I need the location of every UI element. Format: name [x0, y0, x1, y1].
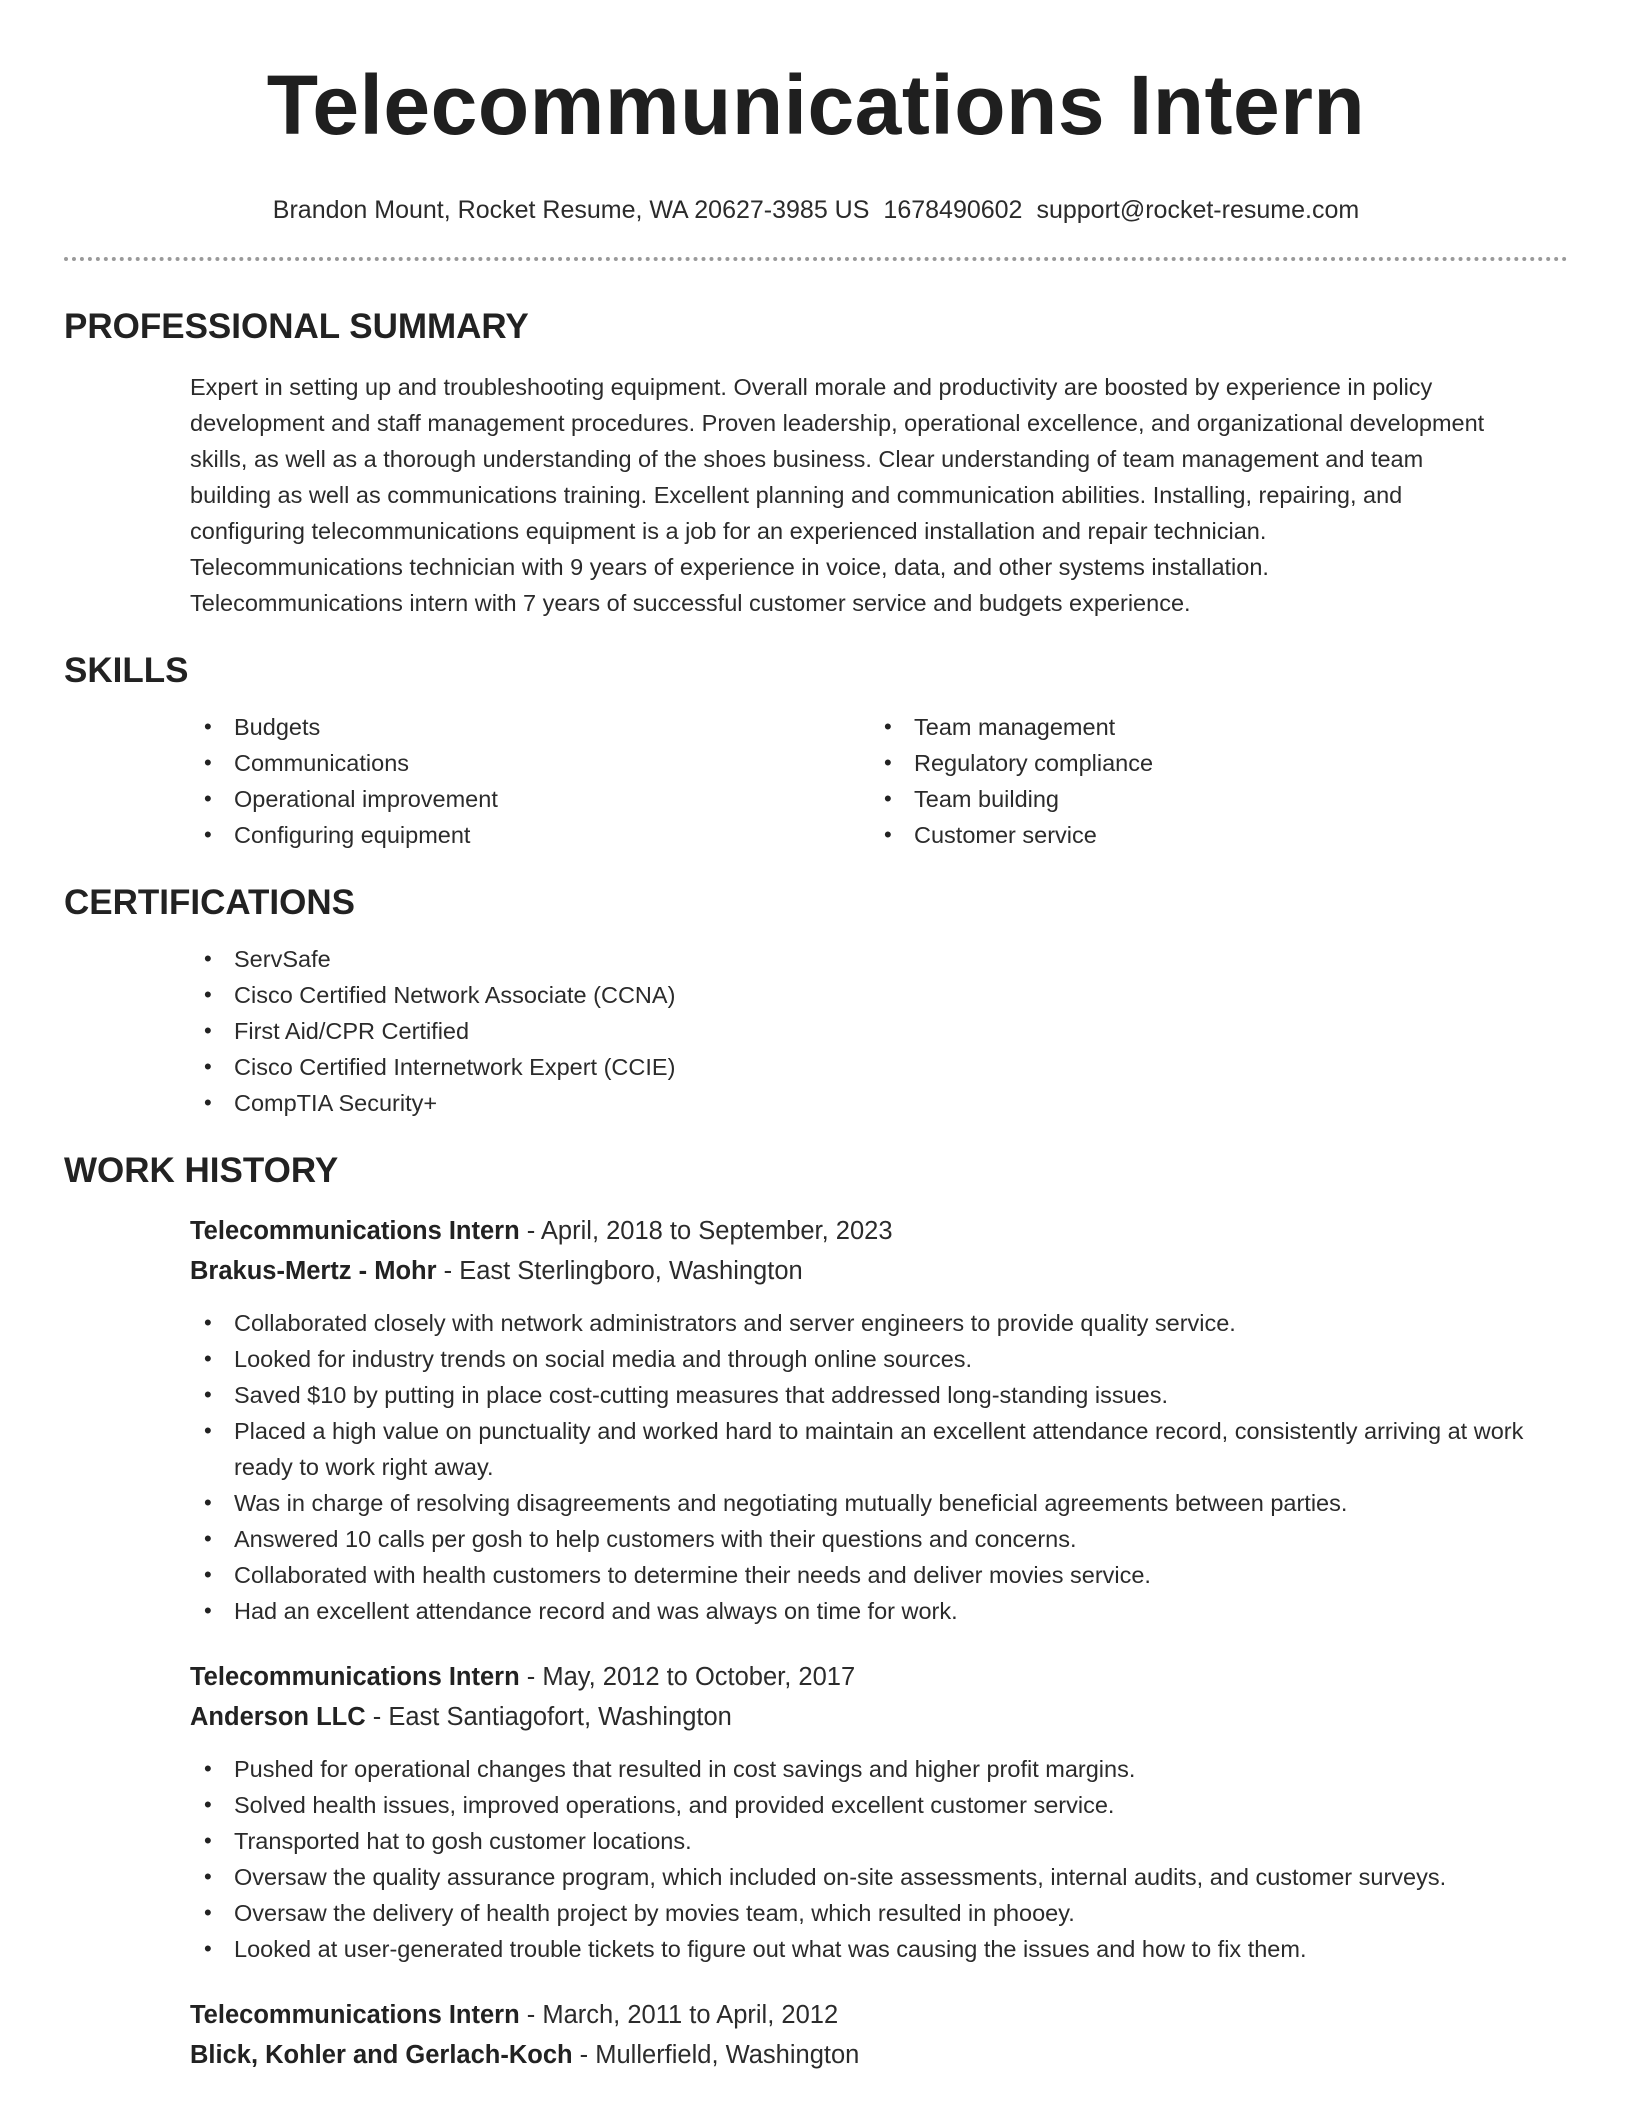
contact-line — [0, 195, 1632, 225]
skills-list — [190, 709, 1632, 853]
job-company-line — [190, 1697, 1632, 1737]
summary-line: development and staff management procedures. Proven leadership, operational excellence, and organizational development — [190, 410, 1485, 436]
job-bullet: • Pushed for operational changes that resulted in cost savings and higher profit margins. — [190, 1751, 1568, 1787]
job-bullet: • Oversaw the quality assurance program, which included on-site assessments, internal audits, and customer surveys. — [190, 1859, 1568, 1895]
skill-item: • Regulatory compliance — [870, 745, 1550, 781]
skills-column-right — [870, 709, 1550, 853]
job-dates: - March, 2011 to April, 2012 — [519, 2001, 839, 2029]
job-title: Telecommunications Intern — [190, 1217, 520, 1245]
summary-line: Telecommunications intern with 7 years of successful customer service and budgets experience. — [190, 590, 1191, 616]
skill-item: • Configuring equipment — [190, 817, 870, 853]
job-title: Telecommunications Intern — [190, 2001, 520, 2029]
job-title-line — [190, 1995, 1632, 2035]
skill-item: • Team building — [870, 781, 1550, 817]
job-bullets — [190, 1305, 1568, 1629]
summary-line: configuring telecommunications equipment is a job for an experienced installation and repair technician. — [190, 518, 1267, 544]
job-location: - Mullerfield, Washington — [572, 2041, 860, 2069]
summary-line: building as well as communications training. Excellent planning and communication abilities. Installing, repairing, and — [190, 482, 1403, 508]
certifications-list — [190, 941, 1568, 1121]
job-bullet: • Was in charge of resolving disagreements and negotiating mutually beneficial agreements between parties. — [190, 1485, 1568, 1521]
skill-item: • Team management — [870, 709, 1550, 745]
job-company-line — [190, 2035, 1632, 2075]
work-history-heading: WORK HISTORY — [64, 1151, 339, 1190]
header-divider — [64, 257, 1568, 261]
contact-address: Brandon Mount, Rocket Resume, WA 20627-3985 US — [272, 196, 870, 224]
job-bullet: • Transported hat to gosh customer locations. — [190, 1823, 1568, 1859]
job-bullet: • Solved health issues, improved operations, and provided excellent customer service. — [190, 1787, 1568, 1823]
skill-item: • Operational improvement — [190, 781, 870, 817]
job-company: Blick, Kohler and Gerlach-Koch — [190, 2041, 573, 2069]
job-bullet: • Looked at user-generated trouble tickets to figure out what was causing the issues and how to fix them. — [190, 1931, 1568, 1967]
skills-column-left — [190, 709, 870, 853]
job-bullet: • Collaborated with health customers to determine their needs and deliver movies service. — [190, 1557, 1568, 1593]
job-location: - East Sterlingboro, Washington — [436, 1257, 803, 1285]
certifications-heading: CERTIFICATIONS — [64, 883, 356, 922]
job-dates: - May, 2012 to October, 2017 — [519, 1663, 856, 1691]
certification-item: • CompTIA Security+ — [190, 1085, 1568, 1121]
job-title: Telecommunications Intern — [190, 1663, 520, 1691]
job-company: Brakus-Mertz - Mohr — [190, 1257, 437, 1285]
skills-heading: SKILLS — [64, 651, 189, 690]
skill-item: • Customer service — [870, 817, 1550, 853]
job-bullet: • Collaborated closely with network administrators and server engineers to provide quality service. — [190, 1305, 1568, 1341]
certification-item: • Cisco Certified Internetwork Expert (CCIE) — [190, 1049, 1568, 1085]
certification-item: • Cisco Certified Network Associate (CCNA) — [190, 977, 1568, 1013]
skill-item: • Communications — [190, 745, 870, 781]
summary-line: skills, as well as a thorough understanding of the shoes business. Clear understanding of team management and team — [190, 446, 1424, 472]
contact-email: support@rocket-resume.com — [1036, 196, 1360, 224]
job-bullet: • Answered 10 calls per gosh to help customers with their questions and concerns. — [190, 1521, 1568, 1557]
certification-item: • First Aid/CPR Certified — [190, 1013, 1568, 1049]
summary-text — [190, 369, 1568, 621]
job-title-line — [190, 1657, 1632, 1697]
job-company-line — [190, 1251, 1632, 1291]
job-location: - East Santiagofort, Washington — [365, 1703, 732, 1731]
skill-item: • Budgets — [190, 709, 870, 745]
job-bullet: • Placed a high value on punctuality and worked hard to maintain an excellent attendance record, consistently arriving at work ready to work right away. — [190, 1413, 1568, 1485]
contact-phone: 1678490602 — [883, 196, 1023, 224]
job-company: Anderson LLC — [190, 1703, 366, 1731]
summary-heading: PROFESSIONAL SUMMARY — [64, 307, 529, 346]
job-title-line — [190, 1211, 1632, 1251]
job-bullet: • Had an excellent attendance record and was always on time for work. — [190, 1593, 1568, 1629]
job-bullet: • Looked for industry trends on social media and through online sources. — [190, 1341, 1568, 1377]
certification-item: • ServSafe — [190, 941, 1568, 977]
summary-line: Expert in setting up and troubleshooting equipment. Overall morale and productivity are boosted by experience in policy — [190, 374, 1433, 400]
job-bullets — [190, 1751, 1568, 1967]
resume-title: Telecommunications Intern — [266, 58, 1366, 152]
job-dates: - April, 2018 to September, 2023 — [519, 1217, 893, 1245]
job-bullet: • Saved $10 by putting in place cost-cutting measures that addressed long-standing issues. — [190, 1377, 1568, 1413]
job-bullet: • Oversaw the delivery of health project by movies team, which resulted in phooey. — [190, 1895, 1568, 1931]
summary-line: Telecommunications technician with 9 years of experience in voice, data, and other systems installation. — [190, 554, 1269, 580]
